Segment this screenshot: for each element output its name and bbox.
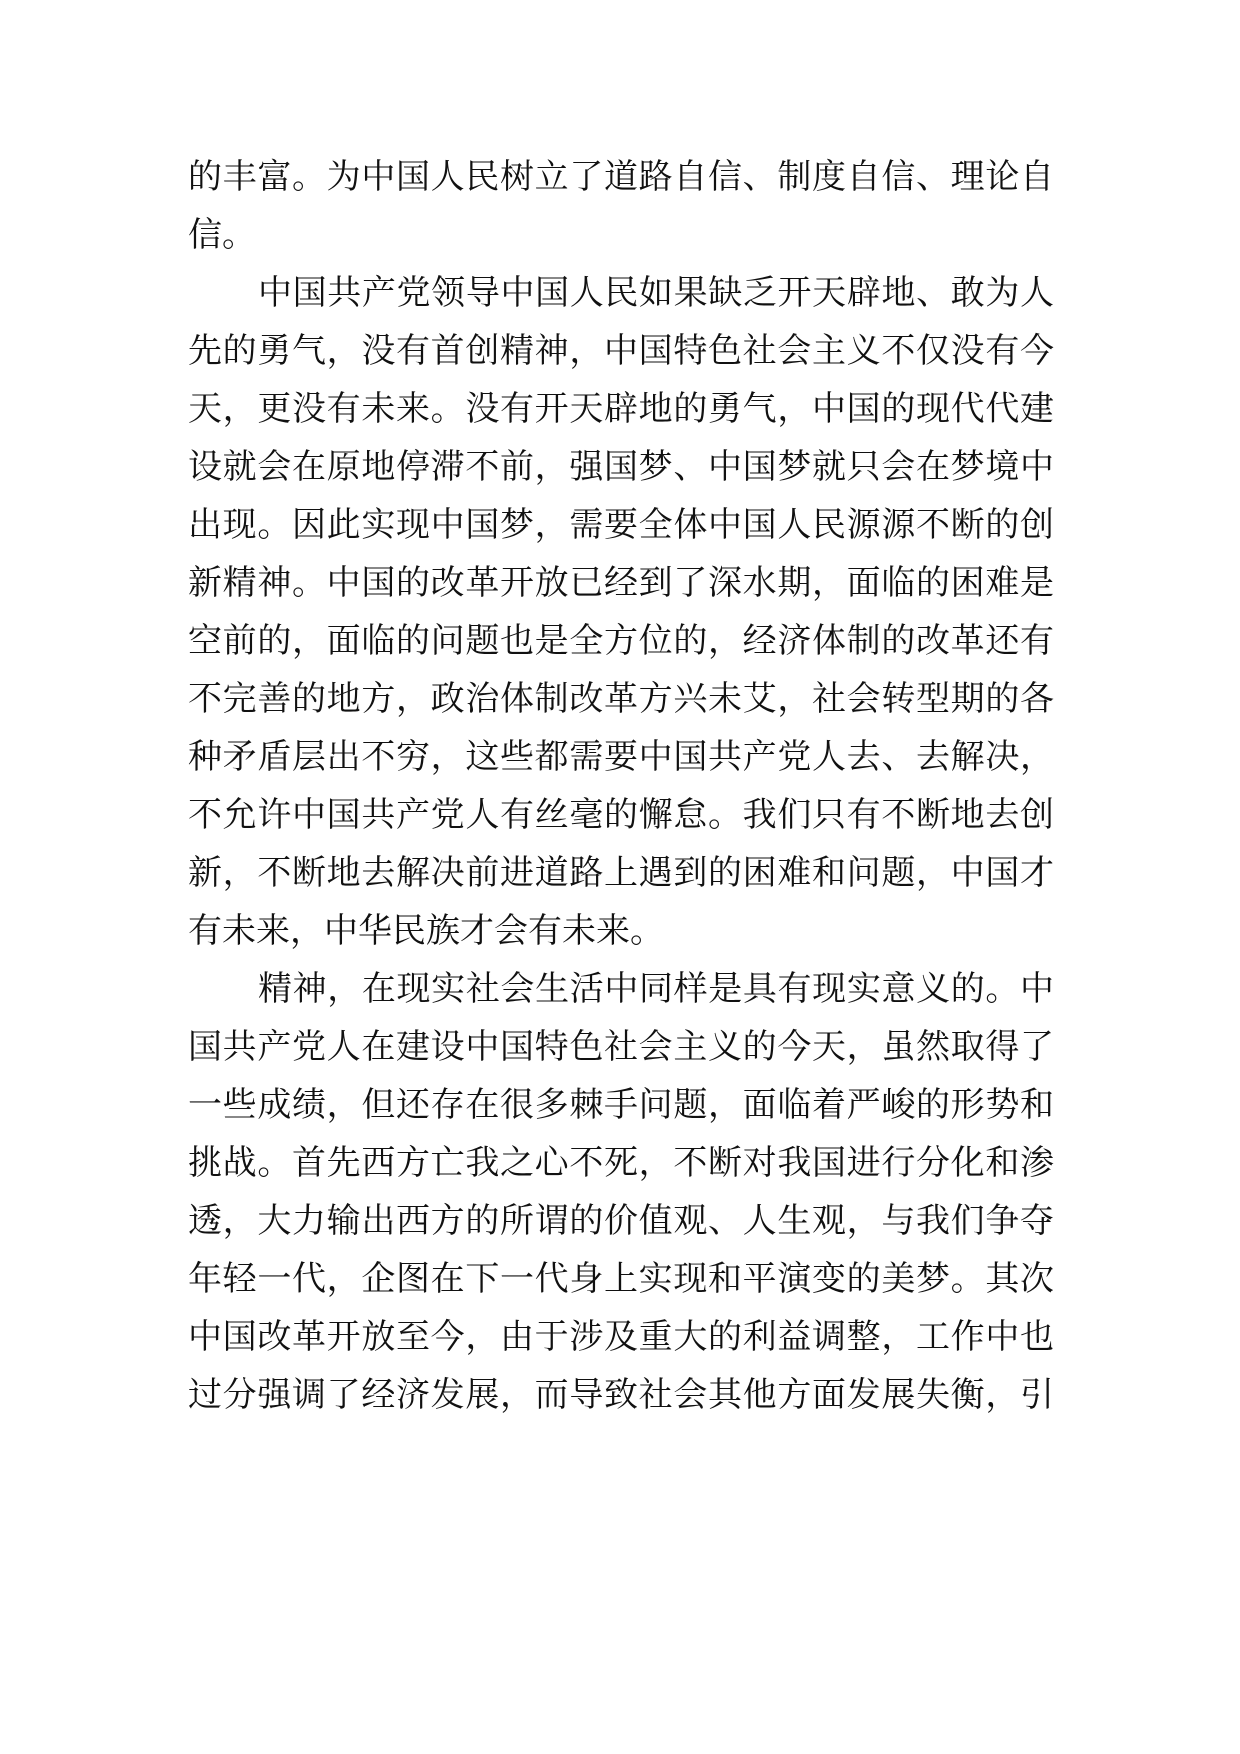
text-line: 天，更没有未来。没有开天辟地的勇气，中国的现代代建 xyxy=(188,389,1054,429)
text-line: 年轻一代，企图在下一代身上实现和平演变的美梦。其次 xyxy=(188,1259,1054,1299)
text-line: 挑战。首先西方亡我之心不死，不断对我国进行分化和渗 xyxy=(188,1143,1054,1183)
text-line: 有未来，中华民族才会有未来。 xyxy=(188,911,664,951)
text-line: 国共产党人在建设中国特色社会主义的今天，虽然取得了 xyxy=(188,1027,1054,1067)
text-line: 新精神。中国的改革开放已经到了深水期，面临的困难是 xyxy=(188,563,1054,603)
text-line: 种矛盾层出不穷，这些都需要中国共产党人去、去解决， xyxy=(188,737,1054,777)
text-line: 一些成绩，但还存在很多棘手问题，面临着严峻的形势和 xyxy=(188,1085,1054,1125)
text-line: 信。 xyxy=(188,215,256,255)
text-line: 的丰富。为中国人民树立了道路自信、制度自信、理论自 xyxy=(188,157,1054,197)
text-line: 透，大力输出西方的所谓的价值观、人生观，与我们争夺 xyxy=(188,1201,1054,1241)
text-line: 精神，在现实社会生活中同样是具有现实意义的。中 xyxy=(258,969,1054,1009)
text-line: 过分强调了经济发展，而导致社会其他方面发展失衡，引 xyxy=(188,1375,1054,1415)
text-line: 中国共产党领导中国人民如果缺乏开天辟地、敢为人 xyxy=(258,273,1054,313)
text-line: 设就会在原地停滞不前，强国梦、中国梦就只会在梦境中 xyxy=(188,447,1054,487)
text-line: 不完善的地方，政治体制改革方兴未艾，社会转型期的各 xyxy=(188,679,1054,719)
text-line: 出现。因此实现中国梦，需要全体中国人民源源不断的创 xyxy=(188,505,1054,545)
text-line: 新，不断地去解决前进道路上遇到的困难和问题，中国才 xyxy=(188,853,1054,893)
text-line: 不允许中国共产党人有丝毫的懈怠。我们只有不断地去创 xyxy=(188,795,1054,835)
text-line: 中国改革开放至今，由于涉及重大的利益调整，工作中也 xyxy=(188,1317,1054,1357)
document-page xyxy=(188,0,1054,1754)
text-line: 先的勇气，没有首创精神，中国特色社会主义不仅没有今 xyxy=(188,331,1054,371)
text-line: 空前的，面临的问题也是全方位的，经济体制的改革还有 xyxy=(188,621,1054,661)
